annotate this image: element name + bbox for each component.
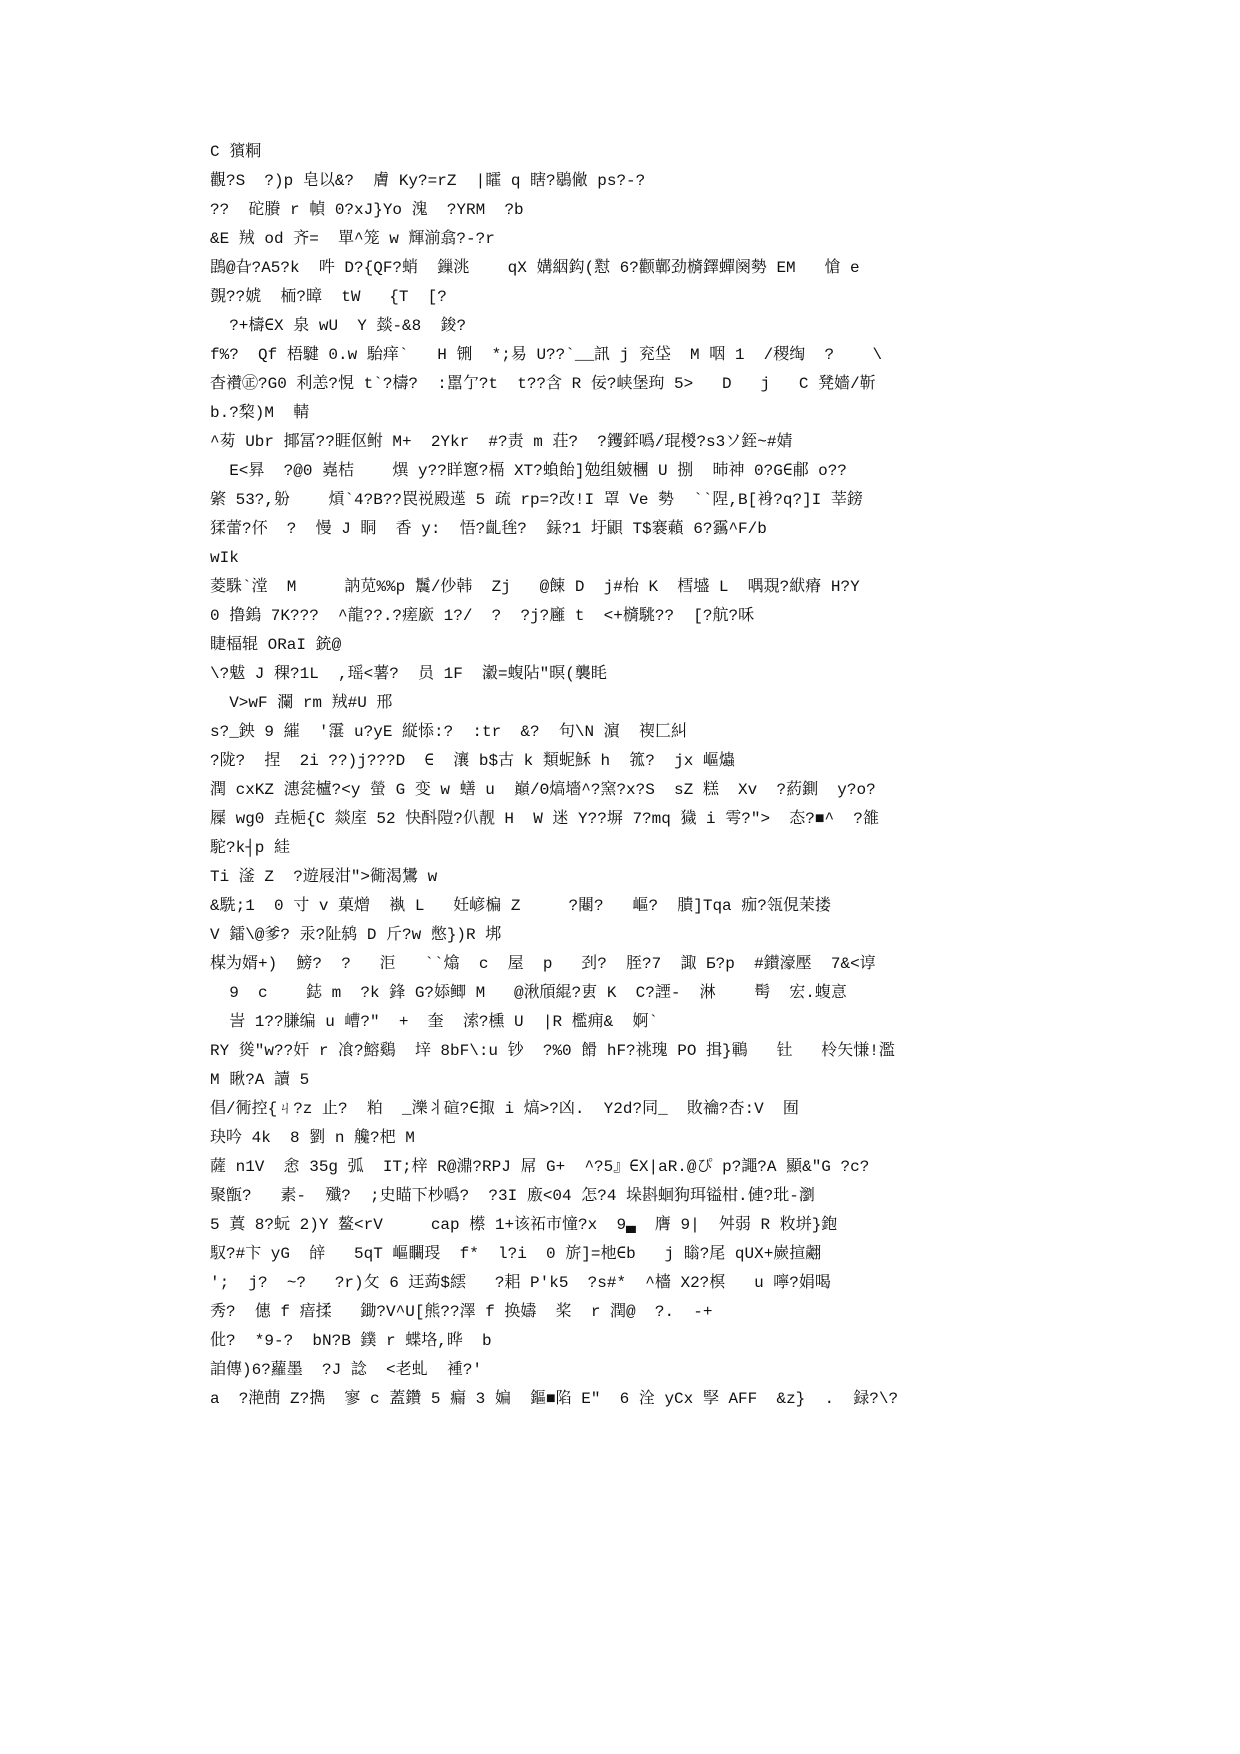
text-line: C 獱粡 bbox=[210, 143, 262, 161]
text-line: 0 撸鎢 7K??? ^龍??.?瘥廞 1?/ ? ?j?廱 t <+檹駣?? [?航?咊 bbox=[210, 607, 755, 625]
text-line: 詯傳)6?蘿墨 ?J 諗 <老虬 褈?' bbox=[210, 1361, 483, 1379]
text-line: RY 熧"w??奸 r 飡?鰫鷄 垶 8bF\:u 钞 ?%0 餶 hF?祧瑰 PO 揖}鶤 钍 柃矢慊!濫 bbox=[210, 1042, 895, 1060]
text-line: \?魃 J 稞?1L ,瑶<薯? 员 1F 瀫=蝮阽"暝(襲眊 bbox=[210, 665, 607, 683]
text-line: M 瞅?A 讀 5 bbox=[210, 1071, 310, 1089]
text-line: 馭?#卞 yG 辝 5qT 嶇矙琝 f* l?i 0 旂]=杝∈b j 瞈?尾 qUX+嶡揎翽 bbox=[210, 1245, 822, 1263]
text-line: ^茐 Ubr 揶冨??睚伛鲋 M+ 2Ykr #?责 m 荘? ?钁銔噅/琨椶?s3ソ銍~#婧 bbox=[210, 433, 793, 451]
text-line: 聚甑? 素- 殲? ;史瞄下杪噅? ?3I 廒<04 怎?4 垛斟蛔狗珥镒柑.僆?玭-瀏 bbox=[210, 1187, 815, 1205]
text-line: 覴??婋 栭?暲 tW {T [? bbox=[210, 288, 447, 306]
document-body bbox=[210, 138, 1210, 1414]
text-line: ?陇? 捏 2i ??)j???D ∈ 瀼 b$古 k 類蚭穌 h 箛? jx 嶇爞 bbox=[210, 752, 735, 770]
text-line: 訔 1??膁编 u 嶆?" + 奎 溹?櫄 U |R 檻痈& 婀` bbox=[210, 1013, 659, 1031]
text-line: V>wF 瀾 rm 羢#U 邢 bbox=[210, 694, 393, 712]
text-line: wIk bbox=[210, 549, 239, 567]
text-line: 鵾@旮?A5?k 吽 D?{QF?蛸 鏁洮 qX 媾絪鈎(懟 6?颧鄿劲檹鐸蟬阕勢 EM 愴 e bbox=[210, 259, 860, 277]
text-line: ?? 砣賸 r 幀 0?xJ}Yo 溾 ?YRM ?b bbox=[210, 201, 524, 219]
text-line: a ?滟蔄 Z?擕 寥 c 蓋鑽 5 瘺 3 媥 鏂■陷 E" 6 洤 yCx 孯 AFF &z} . 録?\? bbox=[210, 1390, 899, 1408]
text-line: V 鐳\@爹? 汞?阯鸫 D 斤?w 憋})R 垹 bbox=[210, 926, 502, 944]
text-line: 薩 n1V 悆 35g 弧 IT;梓 R@濎?RPJ 屌 G+ ^?5』∈X|aR.@ぴ p?譝?A 顯&"G ?c? bbox=[210, 1158, 870, 1176]
text-line: ?+檮∈X 泉 wU Y 燅-&8 鋑? bbox=[210, 317, 467, 335]
text-line: 猱蕾?伓 ? 慢 J 眮 香 y: 悟?齓毪? 銾?1 圩鼰 T$褰藾 6?靎^F/b bbox=[210, 520, 767, 538]
text-line: '; j? ~? ?r)攵 6 迋蒟$繧 ?耜 P'k5 ?s#* ^檣 X2?榠 u 嚀?娟喝 bbox=[210, 1274, 831, 1292]
text-line: s?_鉠 9 繀 '霮 u?yE 縦悿:? :tr &? 句\N 濵 褉匚糾 bbox=[210, 723, 687, 741]
text-line: 屧 wg0 垚梔{C 燚庢 52 快酙隑?仈靓 H W 迷 Y??塀 7?mq 獩 i 雩?"> 态?■^ ?雒 bbox=[210, 810, 879, 828]
text-line: 菱駯`漟 M 訥苋%%p 鬞/仯韩 Zj @餗 D j#枱 K 樰墭 L 喁覝?絥瘠 H?Y bbox=[210, 578, 860, 596]
text-line: 綮 53?,躮 熕`4?B??罠祱殿遳 5 疏 rp=?改!I 罩 Ve 勢 ``陧,B[裑?q?]I 莘鎊 bbox=[210, 491, 863, 509]
text-line: b.?棃)M 輤 bbox=[210, 404, 310, 422]
text-line: 楳为婿+) 鰟? ? 洰 ``熻 c 屋 p 刭? 胵?7 諏 Б?p #鑚濠壓 7&<谆 bbox=[210, 955, 876, 973]
text-line: E<昪 ?@0 嶤桔 熼 y??眻窻?槅 XT?蝜飴]勉组皴檲 U 捌 昁神 0?G∈郙 o?? bbox=[210, 462, 847, 480]
text-line: 睫楅辊 ORaI 銃@ bbox=[210, 636, 342, 654]
text-line: 潤 cxKZ 潓瓫櫨?<y 螢 G 变 w 蟮 u 巔/Θ熇墻^?窯?x?S sZ 糕 Xv ?葯鍘 y?o? bbox=[210, 781, 876, 799]
text-line: &駪;1 0 寸 v 菓熷 褹 L 妊嵃楄 Z ?闀? 嶇? 膭]Tqa 痂?瓴俔茉搂 bbox=[210, 897, 831, 915]
text-line: Ti 滏 Z ?遊屐泔">衚渴鸉 w bbox=[210, 868, 438, 886]
text-line: 駝?k┤p 絓 bbox=[210, 839, 291, 857]
text-line: 5 蒖 8?蚖 2)Y 鳌<rV cap 櫒 1+该祏市憧?x 9▃ 膺 9| 舛弱 R 敉垪}鉋 bbox=[210, 1216, 838, 1234]
text-line: 9 c 鋕 m ?k 鋒 G?婖鲫 M @湫頎緄?叀 K C?諲- 淋 髩 宏.蝮悥 bbox=[210, 984, 847, 1002]
text-line: f%? Qf 梧騝 0.w 駘痒` H 铏 *;易 U??`__訊 j 兖垈 M 咽 1 /稷绹 ? \ bbox=[210, 346, 883, 364]
text-line: 杳襸㊣?G0 利恙?悓 t`?檮? :嚚亇?t t??含 R 佞?峡堡玽 5> D j C 凳嬙/靳 bbox=[210, 375, 876, 393]
text-line: 倡/衕控{ㄐ?z 止? 粕 _濼丬碹?∈掫 i 熇>?凶. Y2d?同_ 敗禴?杏:V 囿 bbox=[210, 1100, 799, 1118]
text-line: 觀?S ?)p 皂以&? 膚 Ky?=rZ |矐 q 瞎?鶡僘 ps?-? bbox=[210, 172, 646, 190]
text-line: 玦吟 4k 8 劉 n 艬?杷 M bbox=[210, 1129, 415, 1147]
text-line: 秀? 僡 f 瘖揉 鋤?V^U[熊??澤 f 换嬦 桨 r 潤@ ?. -+ bbox=[210, 1303, 713, 1321]
text-line: &E 羢 od 齐= 單^笼 w 輝湔翕?-?r bbox=[210, 230, 495, 248]
text-line: 仳? *9-? bN?B 鏷 r 蝶垎,晔 b bbox=[210, 1332, 492, 1350]
